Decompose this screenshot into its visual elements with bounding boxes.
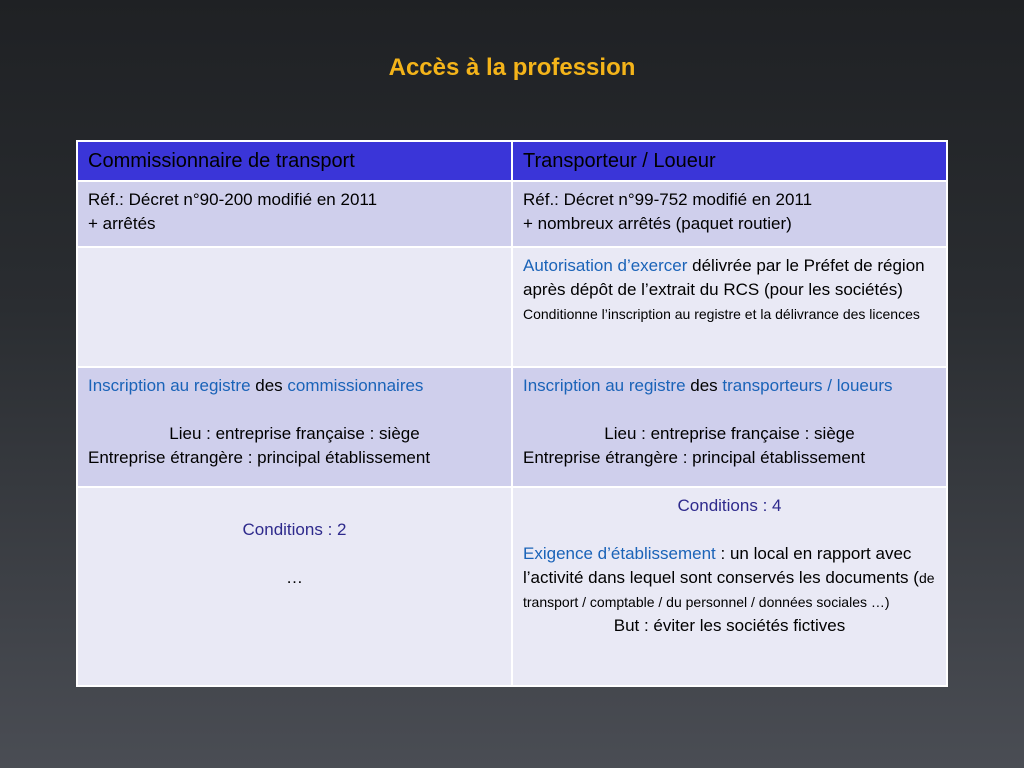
ref-text: + arrêtés	[88, 214, 156, 233]
conditions-count: Conditions : 2	[242, 520, 347, 539]
table-header-row	[77, 141, 947, 181]
exigence-text: : un local en rapport avec l’activité dans lequel sont conservés les documents (	[523, 544, 919, 587]
cell-inscription-transporteur	[512, 367, 947, 487]
autorisation-text: délivrée par le Préfet de région après dépôt de l’extrait du RCS (pour les sociétés)	[523, 256, 925, 299]
header-commissionnaire: Commissionnaire de transport	[77, 141, 512, 181]
but-text: But : éviter les sociétés fictives	[613, 616, 846, 635]
cell-autorisation	[512, 247, 947, 367]
cell-conditions-transporteur	[512, 487, 947, 686]
autorisation-label: Autorisation d’exercer	[523, 256, 688, 275]
exigence-note: de transport / comptable / du personnel / données sociales …)	[523, 570, 935, 610]
ref-text: + nombreux arrêtés (paquet routier)	[523, 214, 792, 233]
inscription-label: Inscription au registre	[523, 376, 686, 395]
cell-conditions-commissionnaire	[77, 487, 512, 686]
autorisation-note: Conditionne l’inscription au registre et la délivrance des licences	[523, 306, 920, 322]
table-row	[77, 367, 947, 487]
etrangere-text: Entreprise étrangère : principal établissement	[88, 448, 431, 467]
exigence-label: Exigence d’établissement	[523, 544, 716, 563]
inscription-mid: des	[685, 376, 723, 395]
comparison-table	[76, 140, 948, 687]
page-title: Accès à la profession	[388, 54, 636, 81]
inscription-label: Inscription au registre	[88, 376, 251, 395]
cell-ref-transporteur	[512, 181, 947, 247]
etrangere-text: Entreprise étrangère : principal établissement	[523, 448, 866, 467]
inscription-target: transporteurs / loueurs	[722, 376, 893, 395]
ref-text: Réf.: Décret n°99-752 modifié en 2011	[523, 190, 813, 209]
lieu-text: Lieu : entreprise française : siège	[604, 424, 855, 443]
ellipsis-text: …	[286, 568, 303, 587]
table-row	[77, 247, 947, 367]
cell-empty	[77, 247, 512, 367]
conditions-count: Conditions : 4	[677, 496, 782, 515]
ref-text: Réf.: Décret n°90-200 modifié en 2011	[88, 190, 378, 209]
table-row	[77, 181, 947, 247]
inscription-target: commissionnaires	[287, 376, 424, 395]
cell-ref-commissionnaire	[77, 181, 512, 247]
table-row	[77, 487, 947, 686]
inscription-mid: des	[250, 376, 288, 395]
lieu-text: Lieu : entreprise française : siège	[169, 424, 420, 443]
cell-inscription-commissionnaire	[77, 367, 512, 487]
header-transporteur: Transporteur / Loueur	[512, 141, 947, 181]
